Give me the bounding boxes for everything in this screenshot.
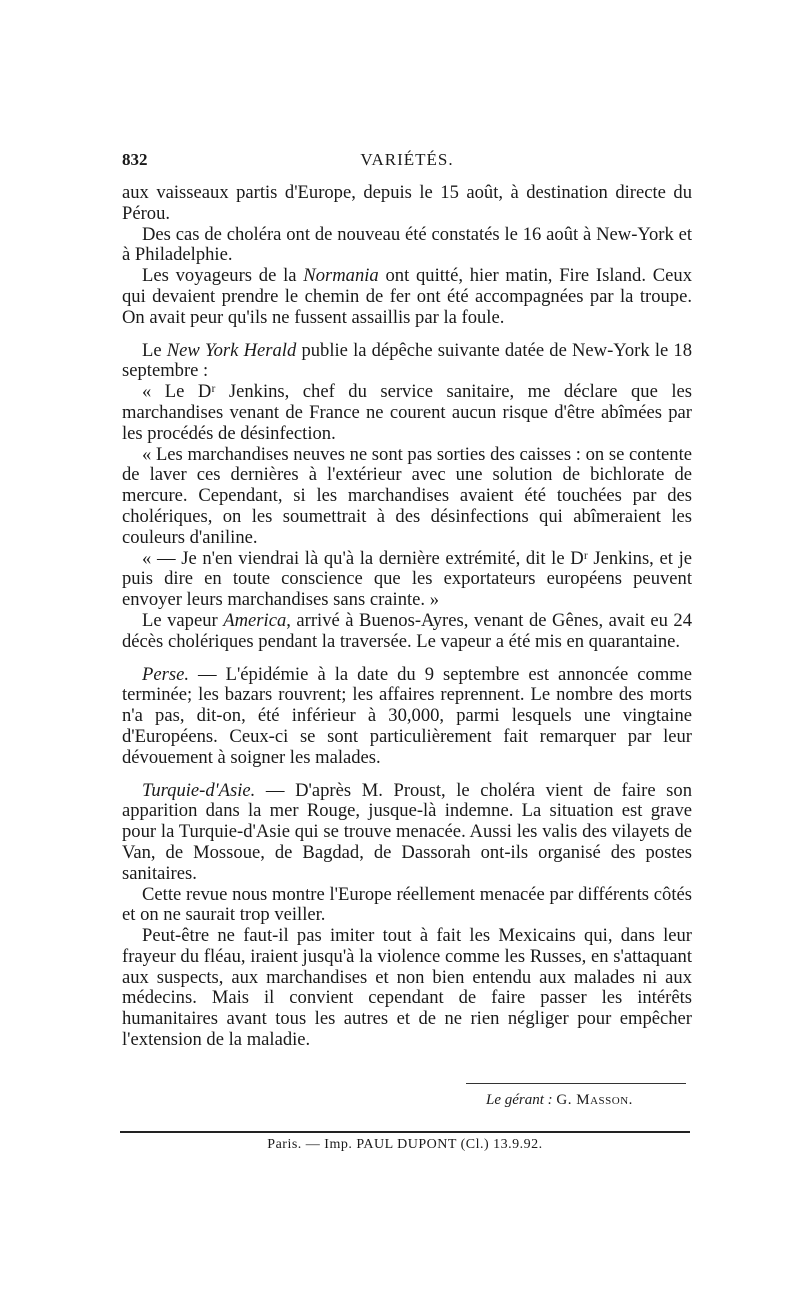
paragraph-quote-1: « Le Dʳ Jenkins, chef du service sanitaire, me déclare que les marchandises venant de France ne courent aucun risque d'être abîmées par les procédés de désinfection. [122, 381, 692, 444]
paragraph-conclusion: Peut-être ne faut-il pas imiter tout à fait les Mexicains qui, dans leur frayeur du fléau, iraient jusqu'à la violence comme les Russes, en s'attaquant aux suspects, aux marchandises et non bien entendu aux malades ni aux médecins. Mais il convient cependant de faire passer les intérêts humanitaires avant tous les autres et de ne rien négliger pour empêcher l'extension de la maladie. [122, 925, 692, 1051]
running-head: VARIÉTÉS. [360, 150, 454, 169]
paragraph-text: — D'après M. Proust, le choléra vient de faire son apparition dans la mer Rouge, jusque-là indemne. La situation est grave pour la Turquie-d'Asie qui se trouve menacée. Aussi les valis des vilayets de Van, de Mossoue, de Bagdad, de Dassorah ont-ils organisé des postes sanitaires. [122, 779, 692, 884]
paragraph-text: ont quitté, hier matin, Fire Island. Ceux qui devaient prendre le chemin de fer ont été accompagnées par la troupe. On avait peur qu'ils ne fussent assaillis par la foule. [122, 265, 693, 328]
signature-rule [466, 1083, 686, 1084]
paragraph-perse [122, 665, 692, 769]
page-header [122, 150, 692, 176]
signature [486, 1092, 686, 1109]
section-lead: Turquie-d'Asie. [142, 779, 256, 801]
ship-name: America [223, 609, 287, 631]
paragraph-quote-2: « Les marchandises neuves ne sont pas sorties des caisses : on se contente de laver ces dernières à l'extérieur avec une solution de bichlorate de mercure. Cependant, si les marchandises avaient été touchées par des cholériques, on les soumettrait à des désinfections qui abîmeraient les couleurs d'aniline. [122, 443, 692, 548]
signature-title: Le gérant : [486, 1092, 553, 1108]
paragraph-text: , arrivé à Buenos-Ayres, venant de Gênes, avait eu 24 décès cholériques pendant la traversée. Le vapeur a été mis en quarantaine. [122, 609, 692, 652]
article-body [122, 183, 692, 1051]
page-number: 832 [122, 150, 148, 169]
signature-name: G. Masson. [556, 1092, 633, 1108]
paragraph-america [122, 611, 692, 653]
paragraph-text: Le vapeur [142, 609, 224, 631]
paragraph-new-york-cases: Des cas de choléra ont de nouveau été constatés le 16 août à New-York et à Philadelphie. [122, 223, 692, 266]
paragraph-normania [122, 266, 692, 328]
paragraph-europe: Cette revue nous montre l'Europe réellement menacée par différents côtés et on ne saurait trop veiller. [122, 883, 692, 926]
paragraph-continuation: aux vaisseaux partis d'Europe, depuis le 15 août, à destination directe du Pérou. [122, 182, 692, 224]
section-lead: Perse. [142, 663, 189, 685]
paragraph-herald [122, 341, 692, 383]
footer-rule [120, 1131, 690, 1133]
paragraph-text: publie la dépêche suivante datée de New-York le 18 septembre : [122, 339, 692, 382]
paragraph-text: — L'épidémie à la date du 9 septembre est annoncée comme terminée; les bazars rouvrent; les affaires reprennent. Le nombre des morts n'a pas, dit-on, été inférieur à 30,000, parmi lesquels une vingtaine d'Européens. Ceux-ci se sont particulièrement fait remarquer par leur dévouement à soigner les malades. [122, 663, 692, 768]
paragraph-turquie [122, 781, 692, 885]
newspaper-name: New York Herald [166, 339, 297, 361]
printer-imprint: Paris. — Imp. PAUL DUPONT (Cl.) 13.9.92. [267, 1137, 543, 1152]
paragraph-text: Les voyageurs de la [142, 265, 304, 287]
paragraph-text: Le [142, 339, 167, 361]
paragraph-quote-3: « — Je n'en viendrai là qu'à la dernière extrémité, dit le Dʳ Jenkins, et je puis dire en toute conscience que les exportateurs européens peuvent envoyer leurs marchandises sans crainte. » [122, 547, 692, 611]
ship-name: Normania [303, 265, 379, 287]
